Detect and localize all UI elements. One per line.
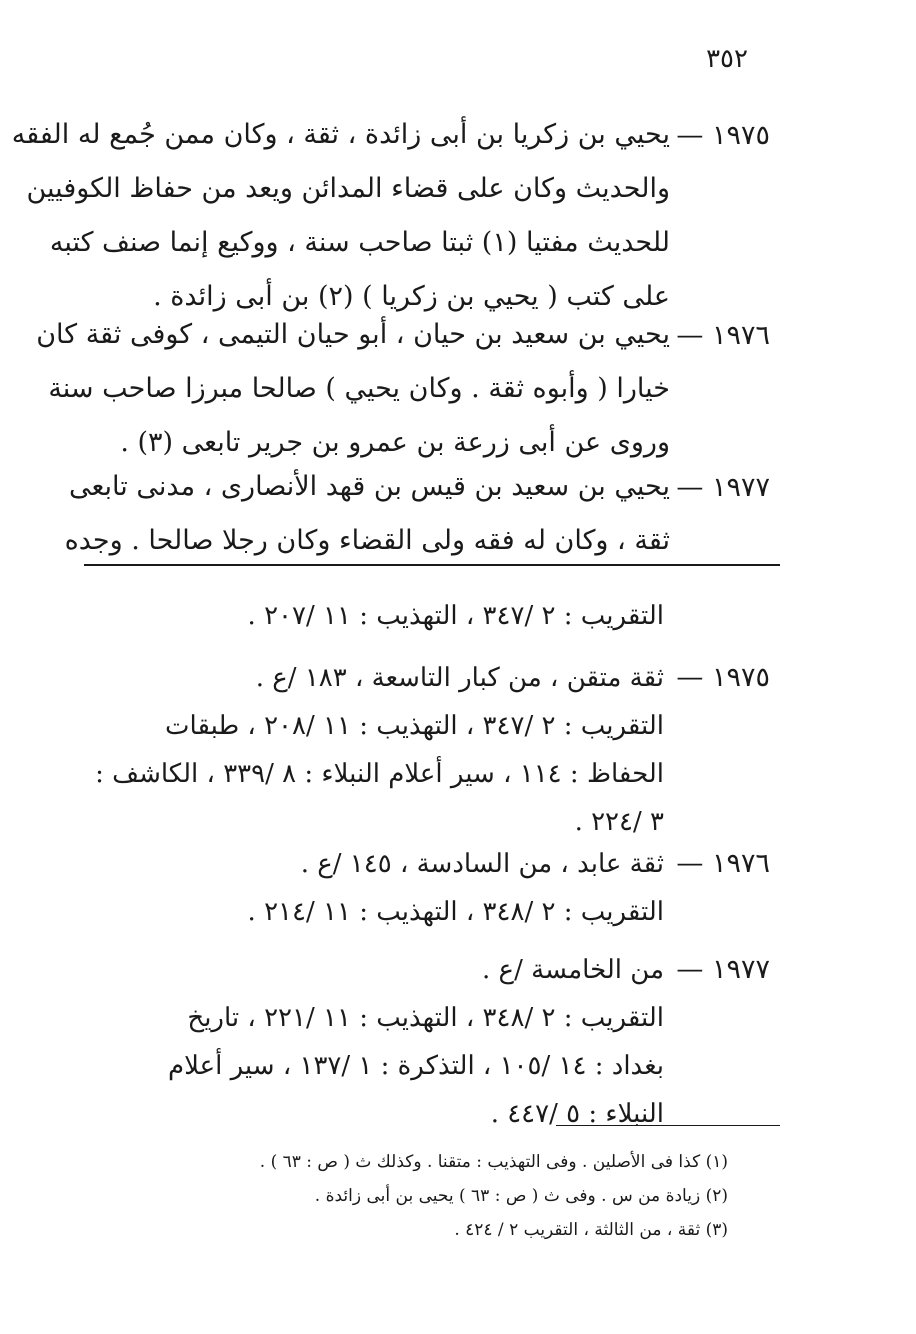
- entry-line: وروى عن أبى زرعة بن عمرو بن جرير تابعى (٣) .: [120, 427, 670, 458]
- footnote-2: (٢) زيادة من س . وفى ث ( ص : ٦٣ ) يحيى بن أبى زائدة .: [314, 1186, 728, 1206]
- page-number: ٣٥٢: [706, 44, 748, 74]
- note-1977-text: [76, 946, 664, 1138]
- entry-line: يحيي بن سعيد بن حيان ، أبو حيان التيمى ، كوفى ثقة كان: [36, 319, 670, 350]
- footnote-1: (١) كذا فى الأصلين . وفى التهذيب : متقنا . وكذلك ث ( ص : ٦٣ ) .: [259, 1152, 728, 1172]
- entry-1975-text: [11, 108, 670, 324]
- entry-line: والحديث وكان على قضاء المدائن ويعد من حفاظ الكوفيين: [26, 173, 670, 204]
- entry-line: يحيي بن زكريا بن أبى زائدة ، ثقة ، وكان ممن جُمع له الفقه: [11, 119, 670, 150]
- note-number-1976: ١٩٧٦ —: [676, 848, 770, 879]
- note-1976-text: [76, 840, 664, 936]
- entry-line: للحديث مفتيا (١) ثبتا صاحب سنة ، ووكيع إنما صنف كتبه: [49, 227, 670, 258]
- note-line: التقريب : ٢ /٣٤٨ ، التهذيب : ١١ /٢٢١ ، تاريخ: [187, 1003, 664, 1033]
- entry-1976-text: [36, 308, 670, 470]
- entry-line: على كتب ( يحيي بن زكريا ) (٢) بن أبى زائدة .: [153, 281, 670, 312]
- entry-number-1976: ١٩٧٦ —: [676, 320, 770, 351]
- entry-line: ثقة ، وكان له فقه ولى القضاء وكان رجلا صالحا . وجده: [64, 525, 670, 556]
- note-line: ثقة متقن ، من كبار التاسعة ، ١٨٣ /ع .: [255, 663, 664, 693]
- notes-intro: [76, 592, 664, 640]
- footnote-3: (٣) ثقة ، من الثالثة ، التقريب ٢ / ٤٢٤ .: [454, 1220, 728, 1240]
- note-number-1977: ١٩٧٧ —: [676, 954, 770, 985]
- entry-1977-text: [64, 460, 670, 568]
- note-line: النبلاء : ٥ /٤٤٧ .: [490, 1099, 664, 1129]
- note-line: من الخامسة /ع .: [482, 955, 664, 985]
- section-divider: [84, 564, 780, 566]
- entry-number-1975: ١٩٧٥ —: [676, 120, 770, 151]
- note-line: بغداد : ١٤ /١٠٥ ، التذكرة : ١ /١٣٧ ، سير أعلام: [167, 1051, 664, 1081]
- entry-line: خيارا ( وأبوه ثقة . وكان يحيي ) صالحا مبرزا صاحب سنة: [48, 373, 670, 404]
- note-1975-text: [76, 654, 664, 846]
- note-line: ٣ /٢٢٤ .: [574, 807, 664, 837]
- entry-number-1977: ١٩٧٧ —: [676, 472, 770, 503]
- note-line: الحفاظ : ١١٤ ، سير أعلام النبلاء : ٨ /٣٣٩ ، الكاشف :: [95, 759, 664, 789]
- note-line: التقريب : ٢ /٣٤٨ ، التهذيب : ١١ /٢١٤ .: [247, 897, 664, 927]
- footnote-divider: [556, 1125, 780, 1126]
- notes-intro-line: التقريب : ٢ /٣٤٧ ، التهذيب : ١١ /٢٠٧ .: [247, 601, 664, 631]
- note-number-1975: ١٩٧٥ —: [676, 662, 770, 693]
- entry-line: يحيي بن سعيد بن قيس بن قهد الأنصارى ، مدنى تابعى: [69, 471, 670, 502]
- note-line: التقريب : ٢ /٣٤٧ ، التهذيب : ١١ /٢٠٨ ، طبقات: [165, 711, 664, 741]
- note-line: ثقة عابد ، من السادسة ، ١٤٥ /ع .: [300, 849, 664, 879]
